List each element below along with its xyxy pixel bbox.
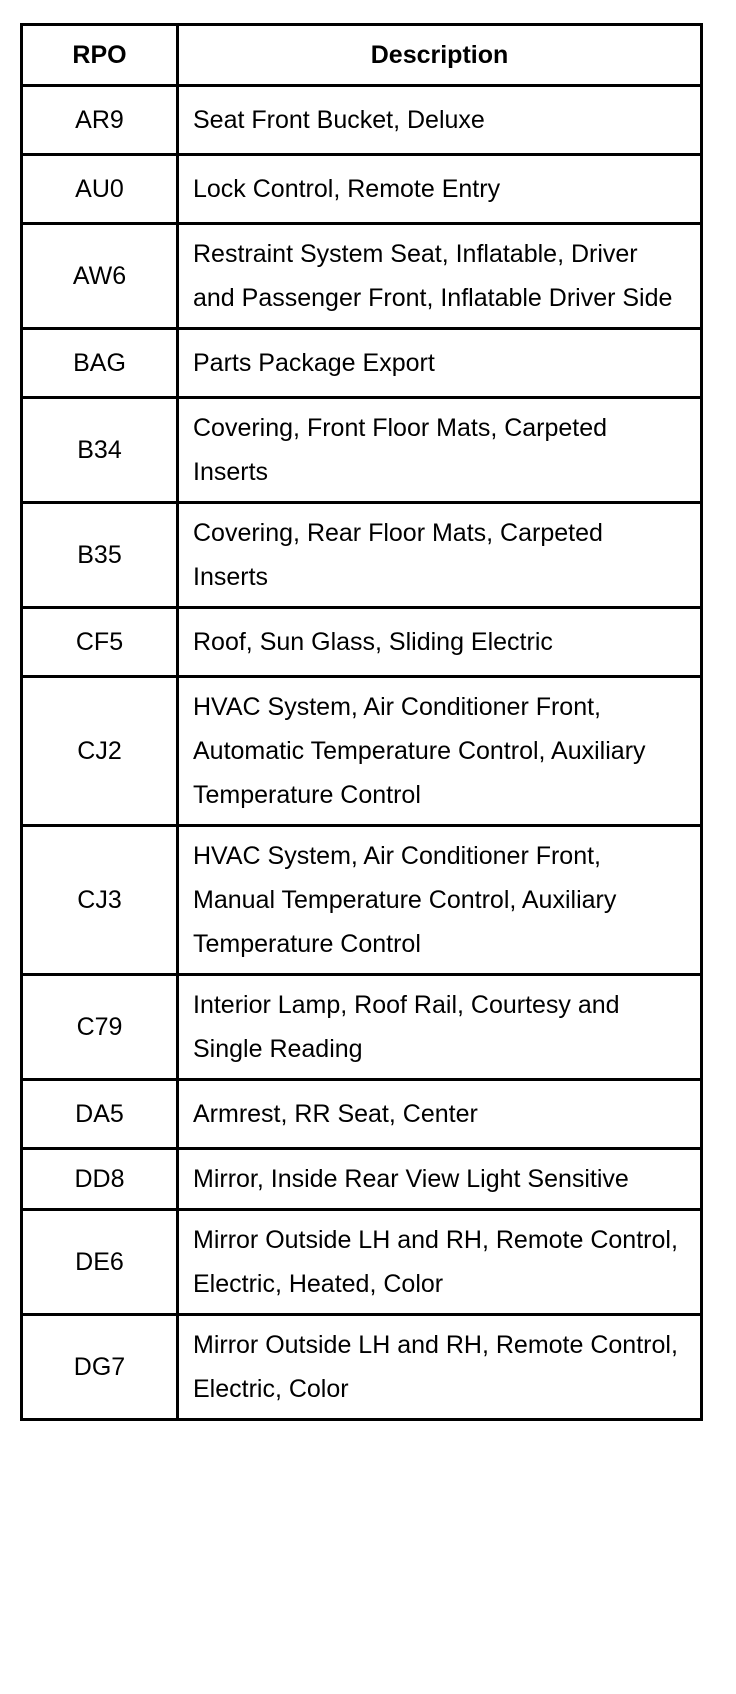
rpo-code-cell: B34: [22, 398, 178, 503]
rpo-code-cell: BAG: [22, 329, 178, 398]
description-cell: Armrest, RR Seat, Center: [178, 1080, 702, 1149]
description-cell: Mirror, Inside Rear View Light Sensitive: [178, 1149, 702, 1210]
table-header-row: [22, 25, 702, 86]
rpo-column-header: RPO: [22, 25, 178, 86]
rpo-code-cell: B35: [22, 503, 178, 608]
table-row: [22, 398, 702, 503]
table-row: [22, 329, 702, 398]
table-row: [22, 608, 702, 677]
table-row: [22, 677, 702, 826]
rpo-code-cell: DG7: [22, 1315, 178, 1420]
description-cell: Covering, Front Floor Mats, Carpeted Inserts: [178, 398, 702, 503]
description-cell: Seat Front Bucket, Deluxe: [178, 86, 702, 155]
rpo-code-cell: DE6: [22, 1210, 178, 1315]
rpo-code-cell: CJ3: [22, 826, 178, 975]
table-row: [22, 503, 702, 608]
description-cell: Interior Lamp, Roof Rail, Courtesy and Single Reading: [178, 975, 702, 1080]
table-row: [22, 975, 702, 1080]
table-row: [22, 1210, 702, 1315]
description-cell: Lock Control, Remote Entry: [178, 155, 702, 224]
description-cell: Covering, Rear Floor Mats, Carpeted Inserts: [178, 503, 702, 608]
description-column-header: Description: [178, 25, 702, 86]
description-cell: Mirror Outside LH and RH, Remote Control, Electric, Heated, Color: [178, 1210, 702, 1315]
rpo-code-cell: C79: [22, 975, 178, 1080]
description-cell: Parts Package Export: [178, 329, 702, 398]
description-cell: Mirror Outside LH and RH, Remote Control, Electric, Color: [178, 1315, 702, 1420]
description-cell: HVAC System, Air Conditioner Front, Manual Temperature Control, Auxiliary Temperature Control: [178, 826, 702, 975]
table-row: [22, 826, 702, 975]
rpo-code-cell: DD8: [22, 1149, 178, 1210]
table-row: [22, 1315, 702, 1420]
rpo-code-cell: CJ2: [22, 677, 178, 826]
table-row: [22, 1149, 702, 1210]
description-cell: HVAC System, Air Conditioner Front, Automatic Temperature Control, Auxiliary Temperature Control: [178, 677, 702, 826]
rpo-code-cell: AU0: [22, 155, 178, 224]
rpo-code-cell: AR9: [22, 86, 178, 155]
table-row: [22, 86, 702, 155]
table-row: [22, 1080, 702, 1149]
rpo-code-cell: AW6: [22, 224, 178, 329]
description-cell: Restraint System Seat, Inflatable, Driver and Passenger Front, Inflatable Driver Side: [178, 224, 702, 329]
table-row: [22, 224, 702, 329]
table-row: [22, 155, 702, 224]
rpo-table: [20, 23, 703, 1421]
rpo-code-cell: CF5: [22, 608, 178, 677]
description-cell: Roof, Sun Glass, Sliding Electric: [178, 608, 702, 677]
rpo-code-cell: DA5: [22, 1080, 178, 1149]
